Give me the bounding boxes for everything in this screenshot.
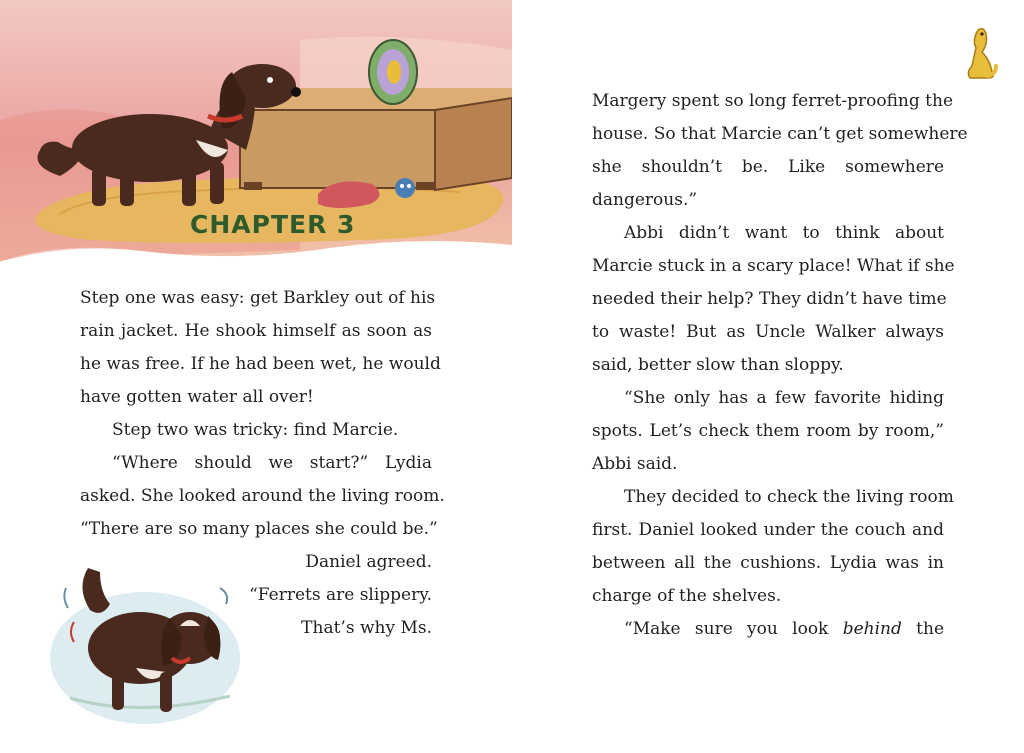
paragraph-line: house. So that Marcie can’t get somewhere: [592, 124, 968, 144]
paragraph-line: Step two was tricky: find Marcie.: [112, 420, 399, 440]
emphasized-word: behind: [842, 619, 902, 639]
paragraph-line: Abbi didn’t want to think about: [624, 223, 944, 243]
right-page: [512, 0, 1024, 753]
paragraph-line: rain jacket. He shook himself as soon as: [80, 321, 432, 341]
paragraph-line: Step one was easy: get Barkley out of his: [80, 288, 436, 308]
paragraph-line: between all the cushions. Lydia was in: [592, 553, 944, 573]
paragraph-line: Marcie stuck in a scary place! What if she: [592, 256, 955, 276]
paragraph-line-emphasis: [624, 613, 944, 646]
paragraph-line: have gotten water all over!: [80, 387, 314, 407]
paragraph-line: That’s why Ms.: [301, 618, 432, 638]
shaking-dog-illustration: [40, 548, 240, 728]
text-run: “Make sure you look: [624, 619, 829, 639]
paragraph-line: Margery spent so long ferret-proofing the: [592, 91, 954, 111]
paragraph-line: said, better slow than sloppy.: [592, 355, 844, 375]
ferret-icon: [958, 22, 998, 82]
paragraph-line: he was free. If he had been wet, he would: [80, 354, 441, 374]
paragraph-line: she shouldn’t be. Like somewhere: [592, 157, 944, 177]
paragraph-line: “There are so many places she could be.”: [80, 519, 438, 539]
paragraph-line: needed their help? They didn’t have time: [592, 289, 947, 309]
paragraph-line: dangerous.”: [592, 190, 698, 210]
paragraph-line: They decided to check the living room: [624, 487, 954, 507]
chapter-title: CHAPTER 3: [190, 210, 356, 239]
paragraph-line: “Ferrets are slippery.: [249, 585, 432, 605]
paragraph-line: “Where should we start?” Lydia: [112, 453, 432, 473]
paragraph-line: charge of the shelves.: [592, 586, 782, 606]
paragraph-line: first. Daniel looked under the couch and: [592, 520, 944, 540]
paragraph-line: “She only has a few favorite hiding: [624, 388, 944, 408]
paragraph-line: Abbi said.: [592, 454, 678, 474]
paragraph-line: asked. She looked around the living room.: [80, 486, 445, 506]
paragraph-line: spots. Let’s check them room by room,”: [592, 421, 944, 441]
text-run: the: [916, 619, 945, 639]
paragraph-line: Daniel agreed.: [305, 552, 432, 572]
paragraph-line: to waste! But as Uncle Walker always: [592, 322, 944, 342]
